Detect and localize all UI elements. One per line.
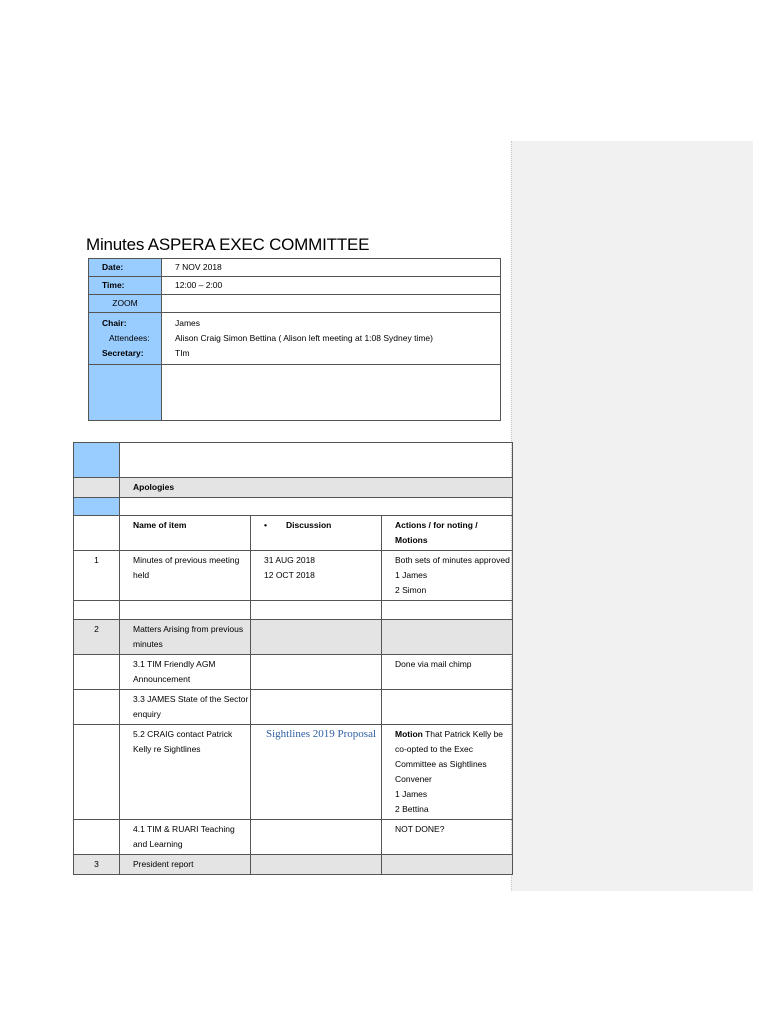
item-number: 3: [74, 855, 120, 875]
table-row: [74, 551, 513, 601]
item-number: [74, 725, 120, 820]
header-discussion: Discussion: [286, 520, 332, 530]
item-number: [74, 820, 120, 855]
motion-body: That Patrick Kelly be co-opted to the Exec Committee as Sightlines Convener: [395, 729, 504, 784]
table-row: [74, 690, 513, 725]
zoom-label: ZOOM: [89, 295, 162, 313]
table-row: [74, 820, 513, 855]
attendees-label: Attendees:: [89, 331, 162, 346]
motion-label: Motion: [395, 729, 423, 739]
blank-label-cell: [89, 365, 162, 421]
empty-cell[interactable]: [120, 601, 251, 620]
discussion-line: 12 OCT 2018: [264, 570, 315, 580]
item-name[interactable]: 5.2 CRAIG contact Patrick Kelly re Sightlines: [120, 725, 251, 820]
meeting-info-table: [88, 258, 501, 421]
table-row: [74, 725, 513, 820]
agenda-table: [73, 442, 513, 875]
agenda-top-blue-cell: [74, 443, 120, 478]
zoom-value[interactable]: [162, 295, 501, 313]
discussion-cell[interactable]: [251, 855, 382, 875]
attendees-value[interactable]: Alison Craig Simon Bettina ( Alison left meeting at 1:08 Sydney time): [162, 331, 501, 346]
header-actions: Actions / for noting / Motions: [382, 516, 513, 551]
table-row: [74, 655, 513, 690]
action-line: Both sets of minutes approved: [395, 555, 510, 565]
date-value[interactable]: 7 NOV 2018: [162, 259, 501, 277]
header-num-cell: [74, 516, 120, 551]
sightlines-proposal-link[interactable]: Sightlines 2019 Proposal: [266, 728, 377, 740]
secretary-label: Secretary:: [89, 346, 162, 365]
chair-row: [89, 313, 501, 332]
agenda-header-row: [74, 516, 513, 551]
discussion-cell[interactable]: [251, 820, 382, 855]
actions-cell[interactable]: Done via mail chimp: [382, 655, 513, 690]
discussion-cell[interactable]: [251, 620, 382, 655]
action-line: 1 James: [395, 570, 428, 580]
date-row: [89, 259, 501, 277]
item-name[interactable]: 3.3 JAMES State of the Sector enquiry: [120, 690, 251, 725]
apologies-label: Apologies: [120, 478, 513, 498]
actions-cell[interactable]: [382, 620, 513, 655]
header-discussion-cell: [251, 516, 382, 551]
table-row: [74, 620, 513, 655]
comment-pane: [511, 141, 753, 891]
item-number: 2: [74, 620, 120, 655]
document-title: Minutes ASPERA EXEC COMMITTEE: [86, 235, 370, 254]
actions-cell[interactable]: NOT DONE?: [382, 820, 513, 855]
vote-line: 1 James: [395, 789, 428, 799]
action-line: 2 Simon: [395, 585, 427, 595]
item-number: 1: [74, 551, 120, 601]
agenda-top-cell[interactable]: [120, 443, 513, 478]
chair-value[interactable]: James: [162, 313, 501, 332]
actions-cell[interactable]: [382, 855, 513, 875]
discussion-cell[interactable]: [251, 551, 382, 601]
blank-value-cell[interactable]: [162, 365, 501, 421]
zoom-row: [89, 295, 501, 313]
motion-text: [395, 727, 512, 787]
apologies-row: [74, 478, 513, 498]
agenda-spacer-row: [74, 498, 513, 516]
attendees-row: [89, 331, 501, 346]
time-value[interactable]: 12:00 – 2:00: [162, 277, 501, 295]
empty-cell[interactable]: [382, 601, 513, 620]
item-name[interactable]: 4.1 TIM & RUARI Teaching and Learning: [120, 820, 251, 855]
item-number: [74, 690, 120, 725]
empty-cell[interactable]: [251, 601, 382, 620]
vote-line: 2 Bettina: [395, 804, 429, 814]
header-item: Name of item: [120, 516, 251, 551]
item-name[interactable]: President report: [120, 855, 251, 875]
discussion-cell[interactable]: [251, 690, 382, 725]
discussion-cell[interactable]: [251, 655, 382, 690]
spacer-blue-cell: [74, 498, 120, 516]
table-row: [74, 855, 513, 875]
item-name[interactable]: Matters Arising from previous minutes: [120, 620, 251, 655]
discussion-line: 31 AUG 2018: [264, 555, 316, 565]
actions-cell[interactable]: [382, 551, 513, 601]
empty-cell: [74, 601, 120, 620]
item-number: [74, 655, 120, 690]
item-name[interactable]: 3.1 TIM Friendly AGM Announcement: [120, 655, 251, 690]
spacer-cell[interactable]: [120, 498, 513, 516]
time-label: Time:: [89, 277, 162, 295]
actions-cell[interactable]: [382, 725, 513, 820]
agenda-top-row: [74, 443, 513, 478]
time-row: [89, 277, 501, 295]
blank-row: [89, 365, 501, 421]
item-name[interactable]: Minutes of previous meeting held: [120, 551, 251, 601]
chair-label: Chair:: [89, 313, 162, 332]
secretary-row: [89, 346, 501, 365]
actions-cell[interactable]: [382, 690, 513, 725]
apologies-num-cell: [74, 478, 120, 498]
date-label: Date:: [89, 259, 162, 277]
bullet-icon: •: [264, 520, 267, 530]
empty-row: [74, 601, 513, 620]
secretary-value[interactable]: TIm: [162, 346, 501, 365]
discussion-cell[interactable]: [251, 725, 382, 820]
